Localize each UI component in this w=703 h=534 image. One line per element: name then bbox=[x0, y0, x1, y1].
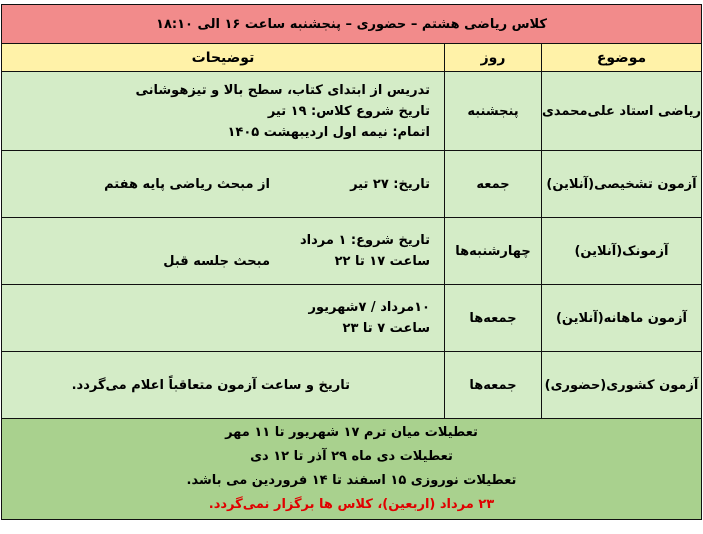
description-cell bbox=[2, 352, 445, 419]
day-cell: جمعه‌ها bbox=[445, 352, 542, 419]
description-line: تاریخ شروع کلاس: ۱۹ تیر bbox=[267, 103, 430, 119]
description-pair bbox=[2, 251, 430, 272]
description-cell bbox=[2, 72, 445, 151]
subject-cell: آزمون تشخیصی(آنلاین) bbox=[542, 151, 702, 218]
description-cell bbox=[2, 218, 445, 285]
description-line: تاریخ و ساعت آزمون متعاقباً اعلام می‌گردد. bbox=[71, 377, 350, 393]
table-row bbox=[2, 218, 702, 285]
header-subject: موضوع bbox=[542, 44, 702, 72]
description-cell bbox=[2, 151, 445, 218]
description-line: تدریس از ابتدای کتاب، سطح بالا و تیزهوشانی bbox=[135, 82, 430, 98]
table-title: کلاس ریاضی هشتم – حضوری – پنجشنبه ساعت ۱۶ الی ۱۸:۱۰ bbox=[2, 5, 702, 44]
holiday-line: تعطیلات دی ماه ۲۹ آذر تا ۱۲ دی bbox=[250, 449, 453, 464]
day-cell: جمعه‌ها bbox=[445, 285, 542, 352]
subject-cell: ریاضی استاد علی‌محمدی bbox=[542, 72, 702, 151]
holiday-line: تعطیلات میان ترم ۱۷ شهریور تا ۱۱ مهر bbox=[225, 425, 478, 440]
table-row bbox=[2, 352, 702, 419]
description-cell bbox=[2, 285, 445, 352]
cancellation-note: ۲۳ مرداد (اربعین)، کلاس ها برگزار نمی‌گردد. bbox=[208, 497, 495, 512]
description-pair bbox=[2, 174, 430, 195]
day-cell: چهارشنبه‌ها bbox=[445, 218, 542, 285]
description-text: تاریخ: ۲۷ تیر bbox=[350, 176, 430, 192]
description-line: ساعت ۷ تا ۲۳ bbox=[342, 321, 430, 336]
description-text: ساعت ۱۷ تا ۲۲ bbox=[334, 254, 430, 269]
description-line: ۱۰مرداد / ۷شهریور bbox=[308, 300, 430, 315]
header-description: توضیحات bbox=[2, 44, 445, 72]
day-cell: جمعه bbox=[445, 151, 542, 218]
schedule-table bbox=[1, 4, 702, 520]
description-line: اتمام: نیمه اول اردیبهشت ۱۴۰۵ bbox=[227, 124, 430, 140]
subject-cell: آزمون ماهانه(آنلاین) bbox=[542, 285, 702, 352]
holiday-line: تعطیلات نوروزی ۱۵ اسفند تا ۱۴ فروردین می باشد. bbox=[186, 473, 517, 488]
table-row bbox=[2, 285, 702, 352]
description-text: مبحث جلسه قبل bbox=[163, 254, 270, 269]
subject-cell: آزمون کشوری(حضوری) bbox=[542, 352, 702, 419]
header-row bbox=[2, 44, 702, 72]
header-day: روز bbox=[445, 44, 542, 72]
holidays-footer bbox=[2, 419, 702, 520]
subject-cell: آزمونک(آنلاین) bbox=[542, 218, 702, 285]
description-text: از مبحث ریاضی پایه هفتم bbox=[104, 176, 270, 192]
table-row bbox=[2, 151, 702, 218]
day-cell: پنجشنبه bbox=[445, 72, 542, 151]
table-row bbox=[2, 72, 702, 151]
description-line: تاریخ شروع: ۱ مرداد bbox=[300, 233, 430, 248]
